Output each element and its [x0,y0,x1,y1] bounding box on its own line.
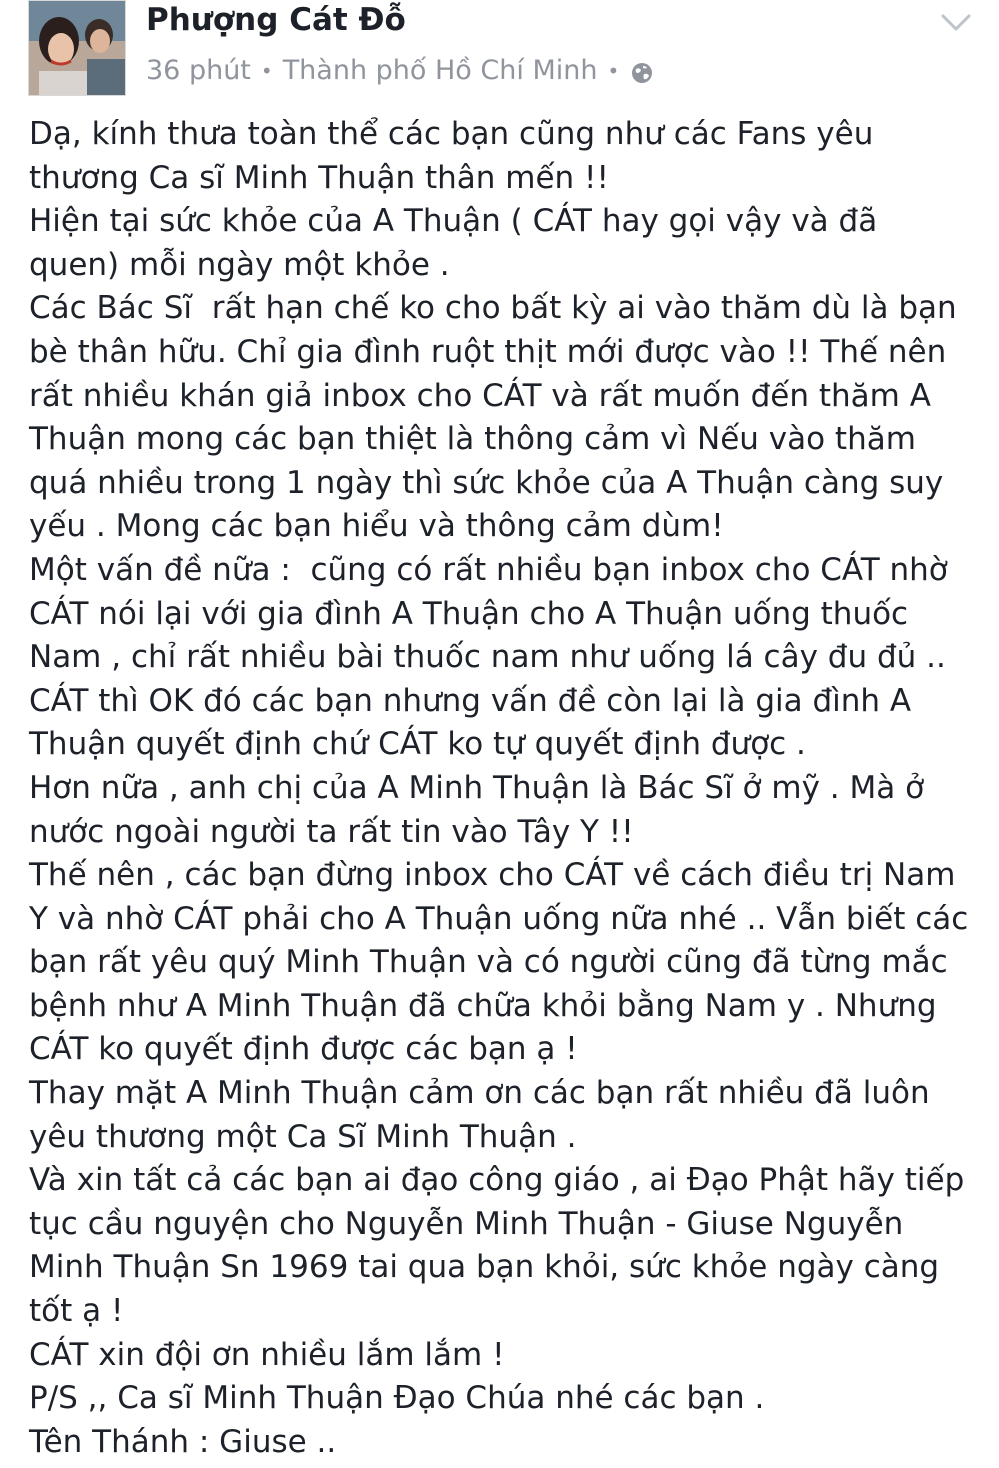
post-text-line: tục cầu nguyện cho Nguyễn Minh Thuận - Giuse Nguyễn [29,1205,904,1242]
author-name[interactable]: Phượng Cát Đỗ [146,2,406,38]
avatar[interactable] [28,0,126,96]
post-text-line: quen) mỗi ngày một khỏe . [29,246,450,283]
post-timestamp[interactable]: 36 phút [146,55,251,86]
post-text-line: Thế nên , các bạn đừng inbox cho CÁT về cách điều trị Nam [29,857,956,894]
post-text-line: bệnh như A Minh Thuận đã chữa khỏi bằng Nam y . Nhưng [29,987,937,1024]
post-header [0,0,999,100]
post-text-line: P/S ,, Ca sĩ Minh Thuận Đạo Chúa nhé các bạn . [29,1380,765,1417]
post-text-line: Dạ, kính thưa toàn thể các bạn cũng như các Fans yêu [29,116,874,152]
post-text-line: Thay mặt A Minh Thuận cảm ơn các bạn rất nhiều đã luôn [29,1075,930,1112]
post-text-line: bạn rất yêu quý Minh Thuận và có người cũng đã từng mắc [29,944,948,981]
post-text-line: CÁT xin đội ơn nhiều lắm lắm ! [29,1336,505,1373]
post-text-line: CÁT nói lại với gia đình A Thuận cho A Thuận uống thuốc [29,595,909,632]
post-text-line: Y và nhờ CÁT phải cho A Thuận uống nữa nhé .. Vẫn biết các [29,900,969,937]
post-text-line: Hơn nữa , anh chị của A Minh Thuận là Bác Sĩ ở mỹ . Mà ở [29,769,925,806]
post-text-line: Thuận quyết định chứ CÁT ko tự quyết định được . [29,726,806,763]
post-meta [146,55,653,86]
post-text-line: quá nhiều trong 1 ngày thì sức khỏe của A Thuận càng suy [29,464,944,501]
post-text-line: Các Bác Sĩ rất hạn chế ko cho bất kỳ ai vào thăm dù là bạn [29,290,957,327]
post-text-line: bè thân hữu. Chỉ gia đình ruột thịt mới được vào !! Thế nên [29,333,947,370]
meta-separator: • [607,58,620,83]
post-text-line: Nam , chỉ rất nhiều bài thuốc nam như uống lá cây đu đủ .. [29,639,946,676]
chevron-down-icon[interactable] [940,12,972,34]
post-text-line: Và xin tất cả các bạn ai đạo công giáo , ai Đạo Phật hãy tiếp [29,1162,965,1199]
post-text-line: nước ngoài người ta rất tin vào Tây Y !! [29,813,634,850]
meta-separator: • [260,58,273,83]
post-text-line: tốt ạ ! [29,1293,124,1330]
post-text-line: CÁT thì OK đó các bạn nhưng vấn đề còn lại là gia đình A [29,682,912,719]
post-text-line: Một vấn đề nữa : cũng có rất nhiều bạn inbox cho CÁT nhờ [29,551,948,588]
post-text-line: Tên Thánh : Giuse .. [29,1423,337,1460]
avatar-photo [29,1,126,96]
post-text-line: Thuận mong các bạn thiệt là thông cảm vì Nếu vào thăm [29,421,916,458]
post-location[interactable]: Thành phố Hồ Chí Minh [282,55,598,86]
post-text-line: thương Ca sĩ Minh Thuận thân mến !! [29,159,609,196]
post-text-line: Hiện tại sức khỏe của A Thuận ( CÁT hay gọi vậy và đã [29,203,878,240]
post-text-line: rất nhiều khán giả inbox cho CÁT và rất muốn đến thăm A [29,377,931,414]
post-text-line: CÁT ko quyết định được các bạn ạ ! [29,1031,578,1068]
post-text-line: Minh Thuận Sn 1969 tai qua bạn khỏi, sức khỏe ngày càng [29,1249,940,1286]
globe-icon[interactable] [631,60,653,82]
post-text-line: yếu . Mong các bạn hiểu và thông cảm dùm! [29,508,724,545]
post-body [29,113,989,1464]
post-text-line: yêu thương một Ca Sĩ Minh Thuận . [29,1118,577,1155]
